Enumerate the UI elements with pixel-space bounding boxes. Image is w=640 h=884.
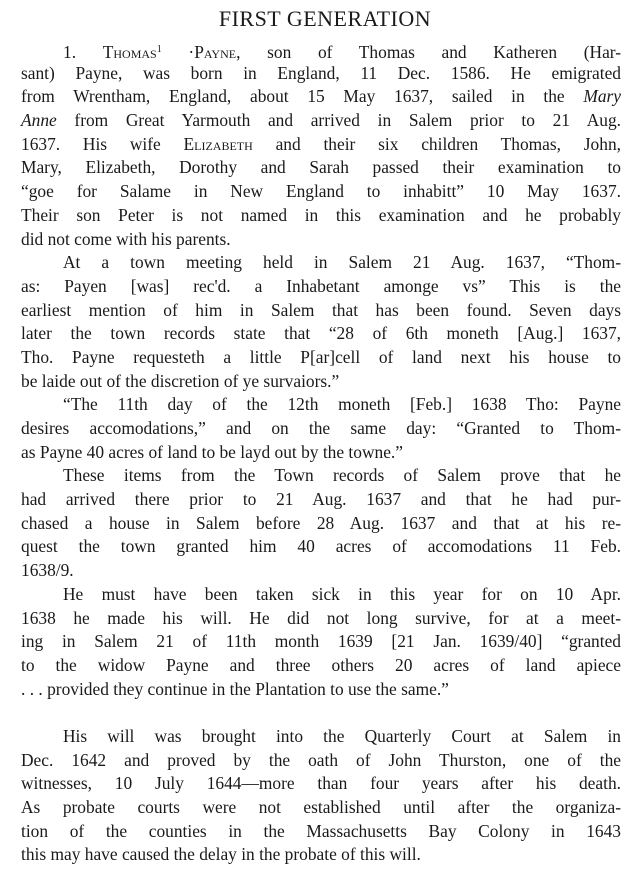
text-line <box>21 228 621 252</box>
text-segment: 1638/9. <box>21 560 74 581</box>
text-segment: . . . provided they continue in the Plantation to use the same.” <box>21 678 449 699</box>
paragraph <box>21 725 621 867</box>
text-line <box>21 156 621 180</box>
text-line <box>21 583 621 607</box>
text-segment: “The 11th day of the 12th moneth [Feb.] 1638 Tho: Payne <box>63 394 621 415</box>
text-segment: Their son Peter is not named in this examination and he probably <box>21 204 621 225</box>
paragraph <box>21 583 621 701</box>
text-segment: As probate courts were not established until after the organiza- <box>21 797 621 817</box>
text-segment: desires accomodations,” and on the same day: “Granted to Thom- <box>21 418 621 438</box>
text-line <box>21 607 621 631</box>
text-line <box>21 749 621 773</box>
text-segment: from Wrentham, England, about 15 May 1637, sailed in the <box>21 86 584 107</box>
text-segment: earliest mention of him in Salem that has been found. Seven days <box>21 299 621 320</box>
text-line <box>21 820 621 844</box>
text-segment: Dec. 1642 and proved by the oath of John Thurston, one of the <box>21 749 621 770</box>
text-segment: His will was brought into the Quarterly Court at Salem in <box>63 725 621 746</box>
text-segment: 1637. His wife <box>21 133 184 154</box>
text-segment: later the town records state that “28 of 6th moneth [Aug.] 1637, <box>21 323 621 344</box>
text-segment: Mary, Elizabeth, Dorothy and Sarah passed their examination to <box>21 157 621 178</box>
text-line <box>21 251 621 275</box>
name-small-caps: Thomas <box>102 42 157 62</box>
generation-superscript: 1 <box>156 44 162 55</box>
paragraph-gap <box>21 701 621 725</box>
text-segment: did not come with his parents. <box>21 228 231 249</box>
text-segment: “goe for Salame in New England to inhabitt” 10 May 1637. <box>21 181 621 202</box>
text-line <box>21 441 621 465</box>
text-segment: from Great Yarmouth and arrived in Salem prior to 21 Aug. <box>56 110 621 131</box>
text-line <box>21 535 621 559</box>
text-segment: ing in Salem 21 of 11th month 1639 [21 Jan. 1639/40] “granted <box>21 631 621 652</box>
text-line <box>21 346 621 370</box>
text-line <box>21 464 621 488</box>
text-line <box>21 180 621 204</box>
text-line <box>21 133 621 157</box>
text-segment: At a town meeting held in Salem 21 Aug. 1637, “Thom- <box>63 252 621 273</box>
text-line <box>21 109 621 133</box>
text-line <box>21 62 621 86</box>
text-line <box>21 630 621 654</box>
text-line <box>21 512 621 536</box>
text-segment: 1. <box>63 42 103 62</box>
text-segment: sant) Payne, was born in England, 11 Dec. 1586. He emigrated <box>21 62 621 83</box>
text-segment: to the widow Payne and three others 20 acres of land apiece <box>21 654 621 675</box>
text-segment: this may have caused the delay in the probate of this will. <box>21 844 421 865</box>
name-small-caps: Payne <box>194 42 237 62</box>
text-segment: Tho. Payne requesteth a little P[ar]cell of land next his house to <box>21 346 621 367</box>
text-line <box>21 725 621 749</box>
text-line <box>21 85 621 109</box>
text-segment: · <box>161 42 195 62</box>
text-segment: , son of Thomas and Katheren (Har- <box>236 42 622 62</box>
text-line <box>21 678 621 702</box>
text-line <box>21 322 621 346</box>
text-line <box>21 654 621 678</box>
text-segment: chased a house in Salem before 28 Aug. 1637 and that at his re- <box>21 512 621 533</box>
text-line <box>21 204 621 228</box>
text-segment: witnesses, 10 July 1644—more than four years after his death. <box>21 773 621 794</box>
text-segment: 1638 he made his will. He did not long survive, for at a meet- <box>21 607 621 628</box>
ship-name: Mary <box>583 86 621 107</box>
text-segment: tion of the counties in the Massachusetts Bay Colony in 1643 <box>21 820 621 841</box>
text-segment: These items from the Town records of Salem prove that he <box>63 465 621 486</box>
ship-name: Anne <box>21 110 57 131</box>
text-line <box>21 275 621 299</box>
text-segment: as: Payen [was] rec'd. a Inhabetant amonge vs” This is the <box>21 275 621 296</box>
text-segment: be laide out of the discretion of ye survaiors.” <box>21 370 340 391</box>
text-segment: He must have been taken sick in this year for on 10 Apr. <box>63 583 621 604</box>
text-segment: and their six children Thomas, John, <box>252 133 621 154</box>
document-body <box>21 38 621 867</box>
text-segment: as Payne 40 acres of land to be layd out by the towne.” <box>21 441 403 462</box>
text-line <box>21 843 621 867</box>
text-line <box>21 299 621 323</box>
page-title: FIRST GENERATION <box>218 6 432 31</box>
text-line <box>21 772 621 796</box>
paragraph <box>21 251 621 393</box>
name-small-caps: Elizabeth <box>183 133 253 154</box>
paragraph <box>21 464 621 582</box>
text-line <box>21 38 621 62</box>
text-line <box>21 370 621 394</box>
text-line <box>21 488 621 512</box>
text-line <box>21 417 621 441</box>
text-segment: quest the town granted him 40 acres of accomodations 11 Feb. <box>21 536 621 557</box>
paragraph <box>21 38 621 251</box>
paragraph <box>21 393 621 464</box>
text-line <box>21 796 621 820</box>
text-line <box>21 393 621 417</box>
text-segment: had arrived there prior to 21 Aug. 1637 and that he had pur- <box>21 489 621 510</box>
text-line <box>21 559 621 583</box>
